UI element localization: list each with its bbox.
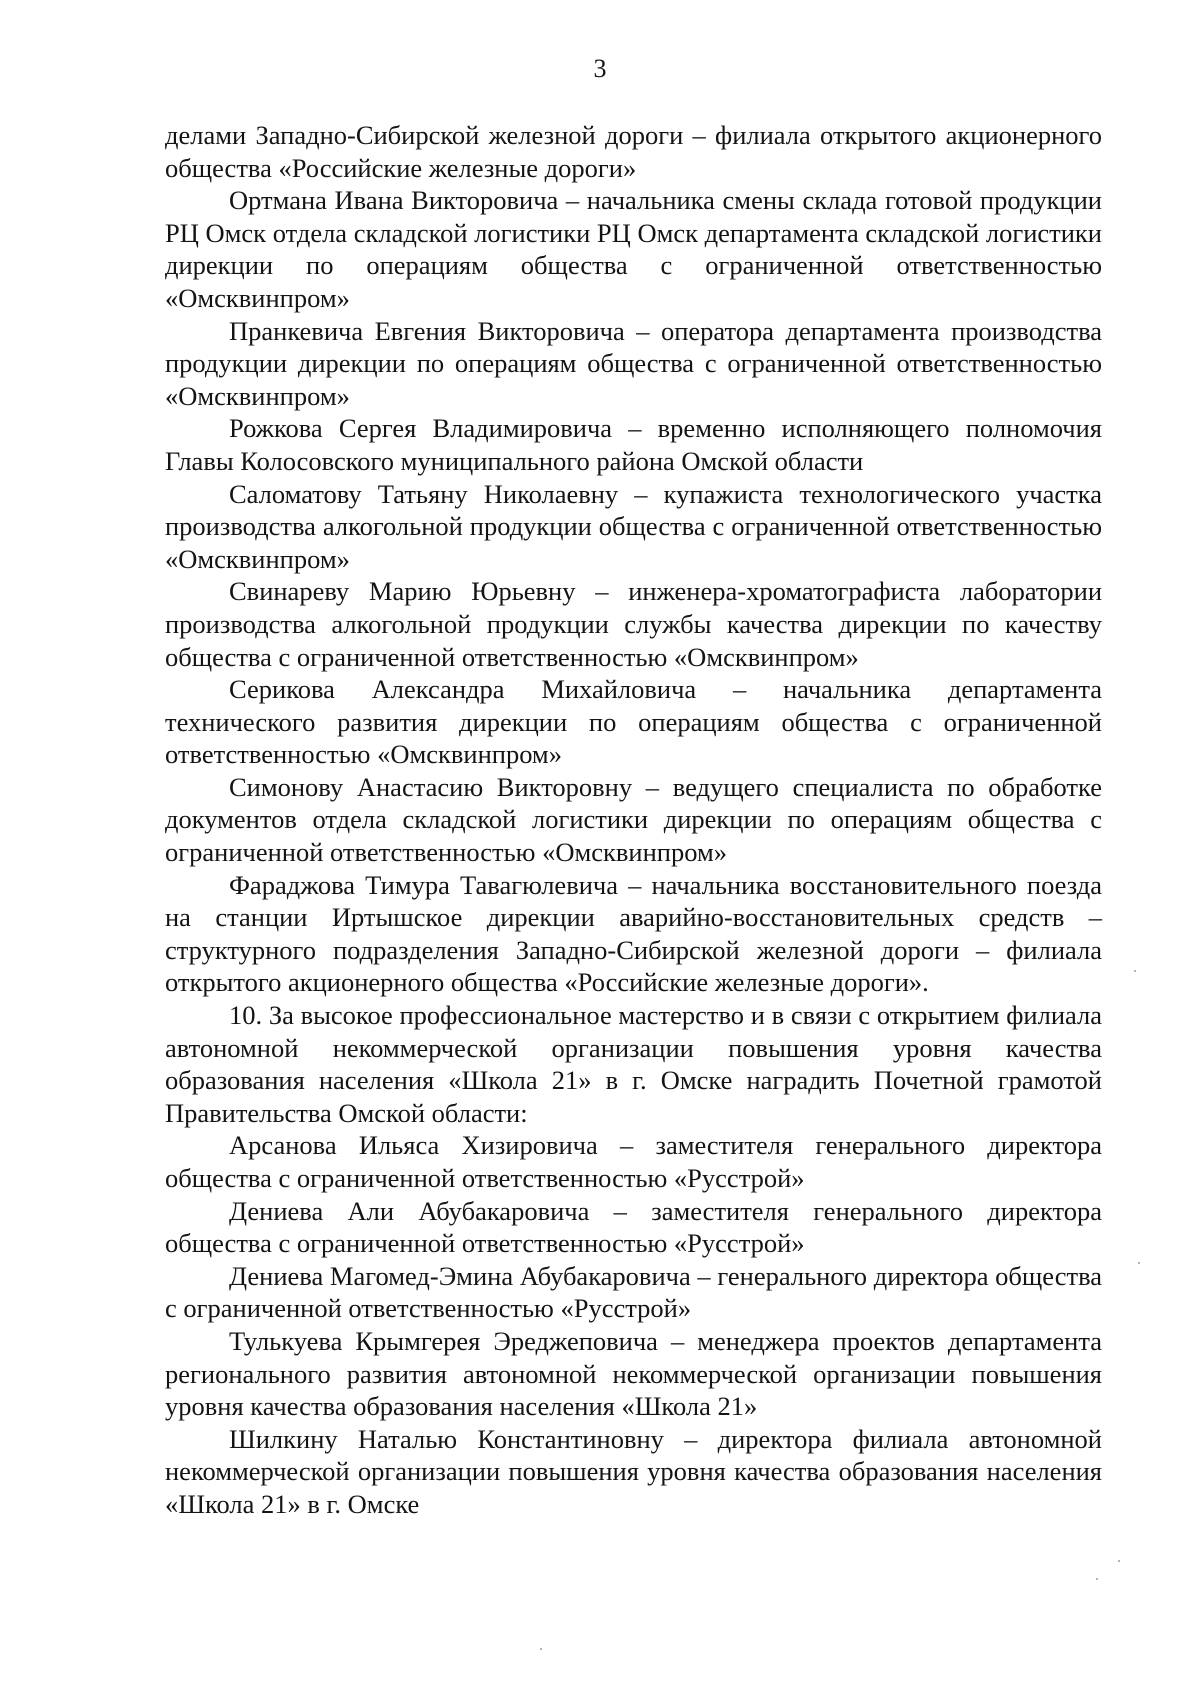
scan-speck [1118, 1560, 1120, 1562]
paragraph-deniev-ali: Дениева Али Абубакаровича – заместителя генерального директора общества с ограниченной ответственностью «Русстрой» [165, 1195, 1102, 1259]
paragraph-simonova: Симонову Анастасию Викторовну – ведущего специалиста по обработке документов отдела складской логистики дирекции по операциям общества с ограниченной ответственностью «Омсквинпром» [165, 771, 1102, 868]
paragraph-tulkuev: Тулькуева Крымгерея Эреджеповича – менеджера проектов департамента регионального развития автономной некоммерческой организации повышения уровня качества образования населения «Школа 21» [165, 1325, 1102, 1422]
paragraph-arsanov: Арсанова Ильяса Хизировича – заместителя генерального директора общества с ограниченной ответственностью «Русстрой» [165, 1130, 1102, 1193]
scan-speck [1138, 1262, 1140, 1264]
scan-speck [1096, 1578, 1098, 1580]
paragraph-ortman: Ортмана Ивана Викторовича – начальника смены склада готовой продукции РЦ Омск отдела складской логистики РЦ Омск департамента складской логистики дирекции по операциям общества с ограниченной ответственностью «Омсквинпром» [165, 185, 1102, 313]
paragraph-deniev-magomed: Дениева Магомед-Эмина Абубакаровича – генерального директора общества с ограниченной ответственностью «Русстрой» [165, 1260, 1102, 1324]
paragraph-rozhkov: Рожкова Сергея Владимировича – временно исполняющего полномочия Главы Колосовского муниципального района Омской области [165, 413, 1102, 476]
scan-speck [1134, 970, 1136, 972]
scan-speck [540, 1648, 542, 1650]
paragraph-faradzhov: Фараджова Тимура Тавагюлевича – начальника восстановительного поезда на станции Иртышское дирекции аварийно-восстановительных средств – структурного подразделения Западно-Сибирской железной дороги – филиала открытого акционерного общества «Российские железные дороги». [165, 869, 1102, 998]
page-number: 3 [593, 54, 607, 83]
document-body [165, 119, 1102, 1521]
paragraph-prankevich: Пранкевича Евгения Викторовича – оператора департамента производства продукции дирекции по операциям общества с ограниченной ответственностью «Омсквинпром» [165, 315, 1102, 411]
paragraph-serikov: Серикова Александра Михайловича – начальника департамента технического развития дирекции по операциям общества с ограниченной ответственностью «Омсквинпром» [165, 674, 1102, 770]
paragraph-svinareva: Свинареву Марию Юрьевну – инженера-хроматографиста лаборатории производства алкогольной продукции службы качества дирекции по качеству общества с ограниченной ответственностью «Омсквинпром» [165, 576, 1102, 672]
paragraph-item-10: 10. За высокое профессиональное мастерство и в связи с открытием филиала автономной некоммерческой организации повышения уровня качества образования населения «Школа 21» в г. Омске наградить Почетной грамотой Правительства Омской области: [165, 1000, 1102, 1128]
paragraph-continuation: делами Западно-Сибирской железной дороги – филиала открытого акционерного общества «Российские железные дороги» [165, 120, 1102, 183]
paragraph-shilkina: Шилкину Наталью Константиновну – директора филиала автономной некоммерческой организации повышения уровня качества образования населения «Школа 21» в г. Омске [165, 1423, 1102, 1519]
paragraph-salomatova: Саломатову Татьяну Николаевну – купажиста технологического участка производства алкогольной продукции общества с ограниченной ответственностью «Омсквинпром» [165, 478, 1102, 574]
